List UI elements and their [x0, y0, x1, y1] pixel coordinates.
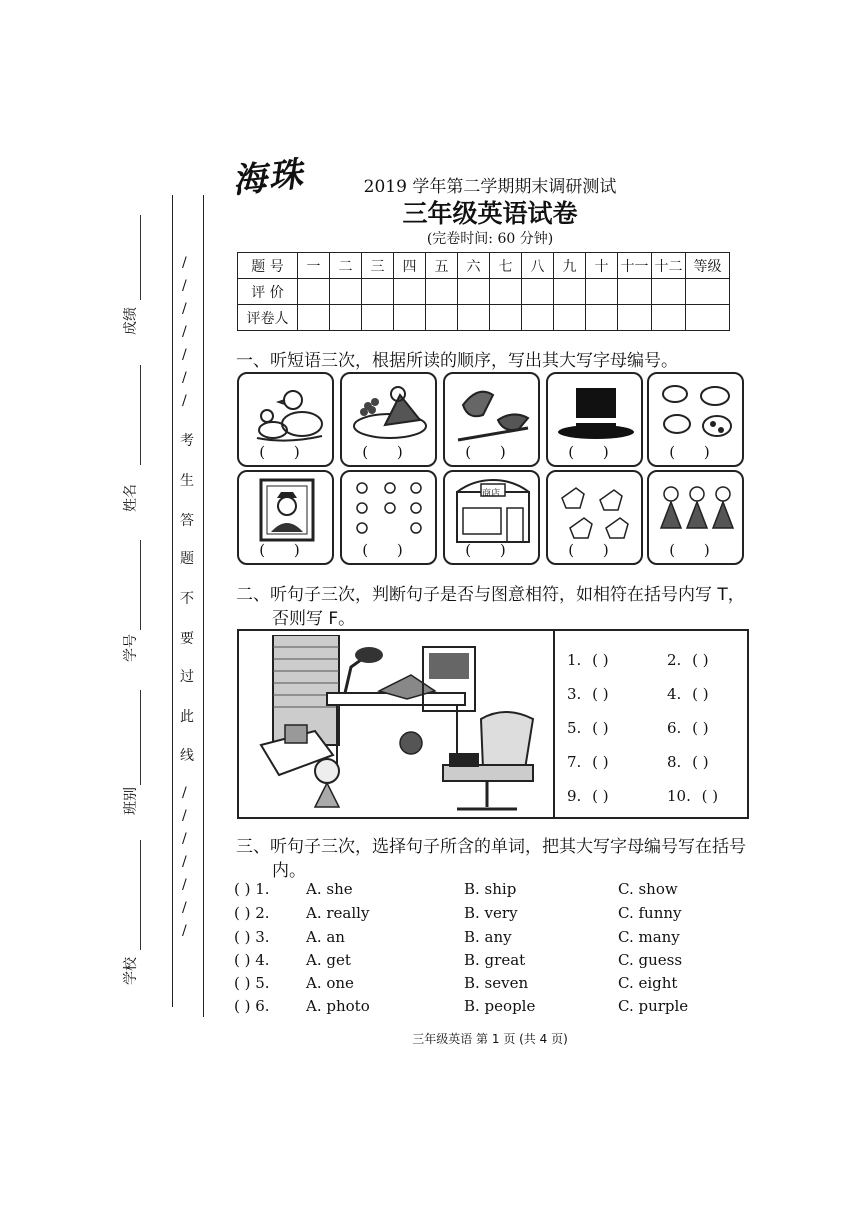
answer-item-5[interactable] — [567, 719, 609, 737]
picture-hat — [546, 372, 643, 467]
picture-fruit — [340, 372, 437, 467]
answer-paren[interactable]: ( ) — [592, 685, 609, 703]
score-cell — [618, 279, 652, 305]
slash: / — [182, 785, 187, 801]
answer-number: 9. — [567, 787, 582, 805]
answer-number: 1. — [567, 651, 582, 669]
question-row — [234, 997, 689, 1015]
question-number[interactable]: ( ) 6. — [234, 997, 270, 1015]
exam-duration: (完卷时间: 60 分钟) — [426, 231, 554, 247]
binding-line-inner — [203, 195, 204, 1017]
slash: / — [182, 324, 187, 340]
answer-number: 4. — [667, 685, 682, 703]
answer-number: 6. — [667, 719, 682, 737]
score-table — [237, 252, 730, 331]
column-header: 等级 — [686, 253, 730, 279]
id-underline — [140, 540, 141, 630]
answer-paren[interactable]: ( ) — [692, 685, 709, 703]
question-number[interactable]: ( ) 1. — [234, 880, 270, 898]
option-b: B. ship — [464, 880, 517, 898]
slash: / — [182, 854, 187, 870]
row-header: 评卷人 — [238, 305, 298, 331]
option-b: B. very — [464, 904, 518, 922]
page-footer: 三年级英语 第 1 页 (共 4 页) — [412, 1032, 568, 1046]
column-header: 四 — [394, 253, 426, 279]
exam-title: 三年级英语试卷 — [402, 199, 578, 228]
section2-heading-line2: 否则写 F。 — [272, 609, 356, 629]
score-cell — [554, 305, 586, 331]
column-header: 九 — [554, 253, 586, 279]
score-cell — [618, 305, 652, 331]
answer-blank[interactable]: ( ) — [465, 443, 518, 461]
answer-number: 3. — [567, 685, 582, 703]
column-header: 一 — [298, 253, 330, 279]
slash: / — [182, 393, 187, 409]
slash: / — [182, 900, 187, 916]
option-a: A. one — [306, 974, 354, 992]
row-header: 题 号 — [238, 253, 298, 279]
room-scene-icon — [243, 635, 547, 815]
dolls-icon — [657, 478, 737, 544]
answer-item-10[interactable] — [667, 787, 718, 805]
score-cell — [490, 279, 522, 305]
room-picture-panel — [237, 629, 749, 819]
answer-number: 8. — [667, 753, 682, 771]
answer-paren[interactable]: ( ) — [592, 787, 609, 805]
score-cell — [458, 305, 490, 331]
binding-line-outer — [172, 195, 173, 1007]
score-underline — [140, 215, 141, 300]
answer-blank[interactable]: ( ) — [568, 541, 621, 559]
class-underline — [140, 690, 141, 785]
answer-blank[interactable]: ( ) — [362, 443, 415, 461]
answer-item-2[interactable] — [667, 651, 709, 669]
answer-paren[interactable]: ( ) — [592, 719, 609, 737]
score-cell — [362, 279, 394, 305]
section1-heading: 一、听短语三次，根据所读的顺序，写出其大写字母编号。 — [236, 351, 678, 371]
answer-number: 10. — [667, 787, 691, 805]
warning-char: 线 — [180, 748, 194, 764]
shop-sign: 商店 — [482, 489, 501, 499]
hat-icon — [556, 380, 636, 446]
slash: / — [182, 255, 187, 271]
score-cell — [330, 305, 362, 331]
answer-number: 7. — [567, 753, 582, 771]
warning-char: 不 — [180, 591, 194, 607]
name-underline — [140, 365, 141, 465]
score-row-header — [238, 253, 730, 279]
question-number[interactable]: ( ) 2. — [234, 904, 270, 922]
option-b: B. people — [464, 997, 536, 1015]
score-cell — [426, 305, 458, 331]
birds-icon — [453, 380, 533, 446]
score-cell — [686, 279, 730, 305]
exam-subtitle: 2019 学年第二学期期末调研测试 — [363, 177, 617, 197]
column-header: 二 — [330, 253, 362, 279]
score-cell — [586, 305, 618, 331]
score-cell — [394, 305, 426, 331]
column-header: 六 — [458, 253, 490, 279]
column-header: 三 — [362, 253, 394, 279]
score-cell — [686, 305, 730, 331]
answer-item-8[interactable] — [667, 753, 709, 771]
label-class: 班别 — [123, 787, 139, 815]
picture-photo — [237, 470, 334, 565]
label-score: 成绩 — [123, 307, 139, 335]
slash: / — [182, 370, 187, 386]
photo-icon — [247, 478, 327, 544]
score-cell — [490, 305, 522, 331]
column-header: 十二 — [652, 253, 686, 279]
warning-char: 题 — [180, 551, 194, 567]
answer-paren[interactable]: ( ) — [692, 719, 709, 737]
score-cell — [394, 279, 426, 305]
answer-paren[interactable]: ( ) — [692, 753, 709, 771]
section2-heading-line1: 二、听句子三次，判断句子是否与图意相符，如相符在括号内写 T， — [236, 585, 745, 605]
answer-paren[interactable]: ( ) — [592, 753, 609, 771]
column-header: 五 — [426, 253, 458, 279]
column-header: 十 — [586, 253, 618, 279]
section3-heading-line2: 内。 — [272, 861, 306, 881]
handwritten-district-mark: 海珠 — [230, 154, 307, 202]
question-number[interactable]: ( ) 4. — [234, 951, 270, 969]
section3-heading-line1: 三、听句子三次，选择句子所含的单词，把其大写字母编号写在括号 — [236, 837, 746, 857]
picture-birds — [443, 372, 540, 467]
option-c: C. show — [618, 880, 678, 898]
score-cell — [522, 279, 554, 305]
pigs-icon — [657, 380, 737, 446]
slash: / — [182, 923, 187, 939]
option-c: C. funny — [618, 904, 682, 922]
answer-number: 2. — [667, 651, 682, 669]
answer-blank[interactable]: ( ) — [362, 541, 415, 559]
answer-blank[interactable]: ( ) — [669, 443, 722, 461]
slash: / — [182, 301, 187, 317]
option-c: C. purple — [618, 997, 689, 1015]
option-b: B. great — [464, 951, 526, 969]
option-b: B. seven — [464, 974, 529, 992]
ducks-icon — [247, 380, 327, 446]
option-c: C. guess — [618, 951, 683, 969]
warning-char: 要 — [180, 631, 194, 647]
answer-item-3[interactable] — [567, 685, 609, 703]
option-c: C. eight — [618, 974, 678, 992]
option-a: A. an — [306, 928, 345, 946]
option-a: A. photo — [306, 997, 370, 1015]
answer-number: 5. — [567, 719, 582, 737]
option-a: A. get — [306, 951, 351, 969]
slash: / — [182, 347, 187, 363]
picture-shop — [443, 470, 540, 565]
chicks-icon — [350, 478, 430, 544]
option-a: A. she — [306, 880, 353, 898]
score-cell — [458, 279, 490, 305]
answer-item-7[interactable] — [567, 753, 609, 771]
slash: / — [182, 808, 187, 824]
question-row — [234, 951, 683, 969]
score-cell — [298, 305, 330, 331]
answer-divider — [553, 631, 555, 817]
question-row — [234, 904, 682, 922]
score-cell — [330, 279, 362, 305]
warning-char: 生 — [180, 473, 194, 489]
option-a: A. really — [306, 904, 370, 922]
option-c: C. many — [618, 928, 680, 946]
question-row — [234, 928, 680, 946]
score-cell — [362, 305, 394, 331]
warning-char: 过 — [180, 669, 194, 685]
score-cell — [522, 305, 554, 331]
answer-blank[interactable]: ( ) — [568, 443, 621, 461]
picture-horses — [546, 470, 643, 565]
score-cell — [586, 279, 618, 305]
score-cell — [652, 279, 686, 305]
slash: / — [182, 877, 187, 893]
answer-blank[interactable]: ( ) — [465, 541, 518, 559]
question-number[interactable]: ( ) 5. — [234, 974, 270, 992]
horses-icon — [556, 478, 636, 544]
fruit-plate-icon — [350, 380, 430, 446]
question-row — [234, 974, 678, 992]
label-student-id: 学号 — [123, 634, 139, 662]
school-underline — [140, 840, 141, 950]
answer-item-4[interactable] — [667, 685, 709, 703]
slash: / — [182, 278, 187, 294]
warning-char: 考 — [180, 433, 194, 449]
picture-pigs — [647, 372, 744, 467]
warning-char: 此 — [180, 709, 194, 725]
score-cell — [554, 279, 586, 305]
answer-paren[interactable]: ( ) — [701, 787, 719, 805]
score-cell — [426, 279, 458, 305]
score-cell — [652, 305, 686, 331]
label-name: 姓名 — [123, 484, 139, 512]
column-header: 十一 — [618, 253, 652, 279]
answer-item-6[interactable] — [667, 719, 709, 737]
picture-dolls — [647, 470, 744, 565]
answer-paren[interactable]: ( ) — [592, 651, 609, 669]
score-row-grader — [238, 305, 730, 331]
answer-item-1[interactable] — [567, 651, 609, 669]
row-header: 评 价 — [238, 279, 298, 305]
answer-blank[interactable]: ( ) — [259, 541, 312, 559]
label-school: 学校 — [123, 957, 139, 985]
score-row-evaluation — [238, 279, 730, 305]
answer-blank[interactable]: ( ) — [259, 443, 312, 461]
answer-item-9[interactable] — [567, 787, 609, 805]
answer-blank[interactable]: ( ) — [669, 541, 722, 559]
question-number[interactable]: ( ) 3. — [234, 928, 270, 946]
answer-paren[interactable]: ( ) — [692, 651, 709, 669]
option-b: B. any — [464, 928, 512, 946]
score-cell — [298, 279, 330, 305]
column-header: 七 — [490, 253, 522, 279]
warning-char: 答 — [180, 513, 194, 529]
picture-chicks — [340, 470, 437, 565]
picture-ducks — [237, 372, 334, 467]
question-row — [234, 880, 678, 898]
slash: / — [182, 831, 187, 847]
column-header: 八 — [522, 253, 554, 279]
